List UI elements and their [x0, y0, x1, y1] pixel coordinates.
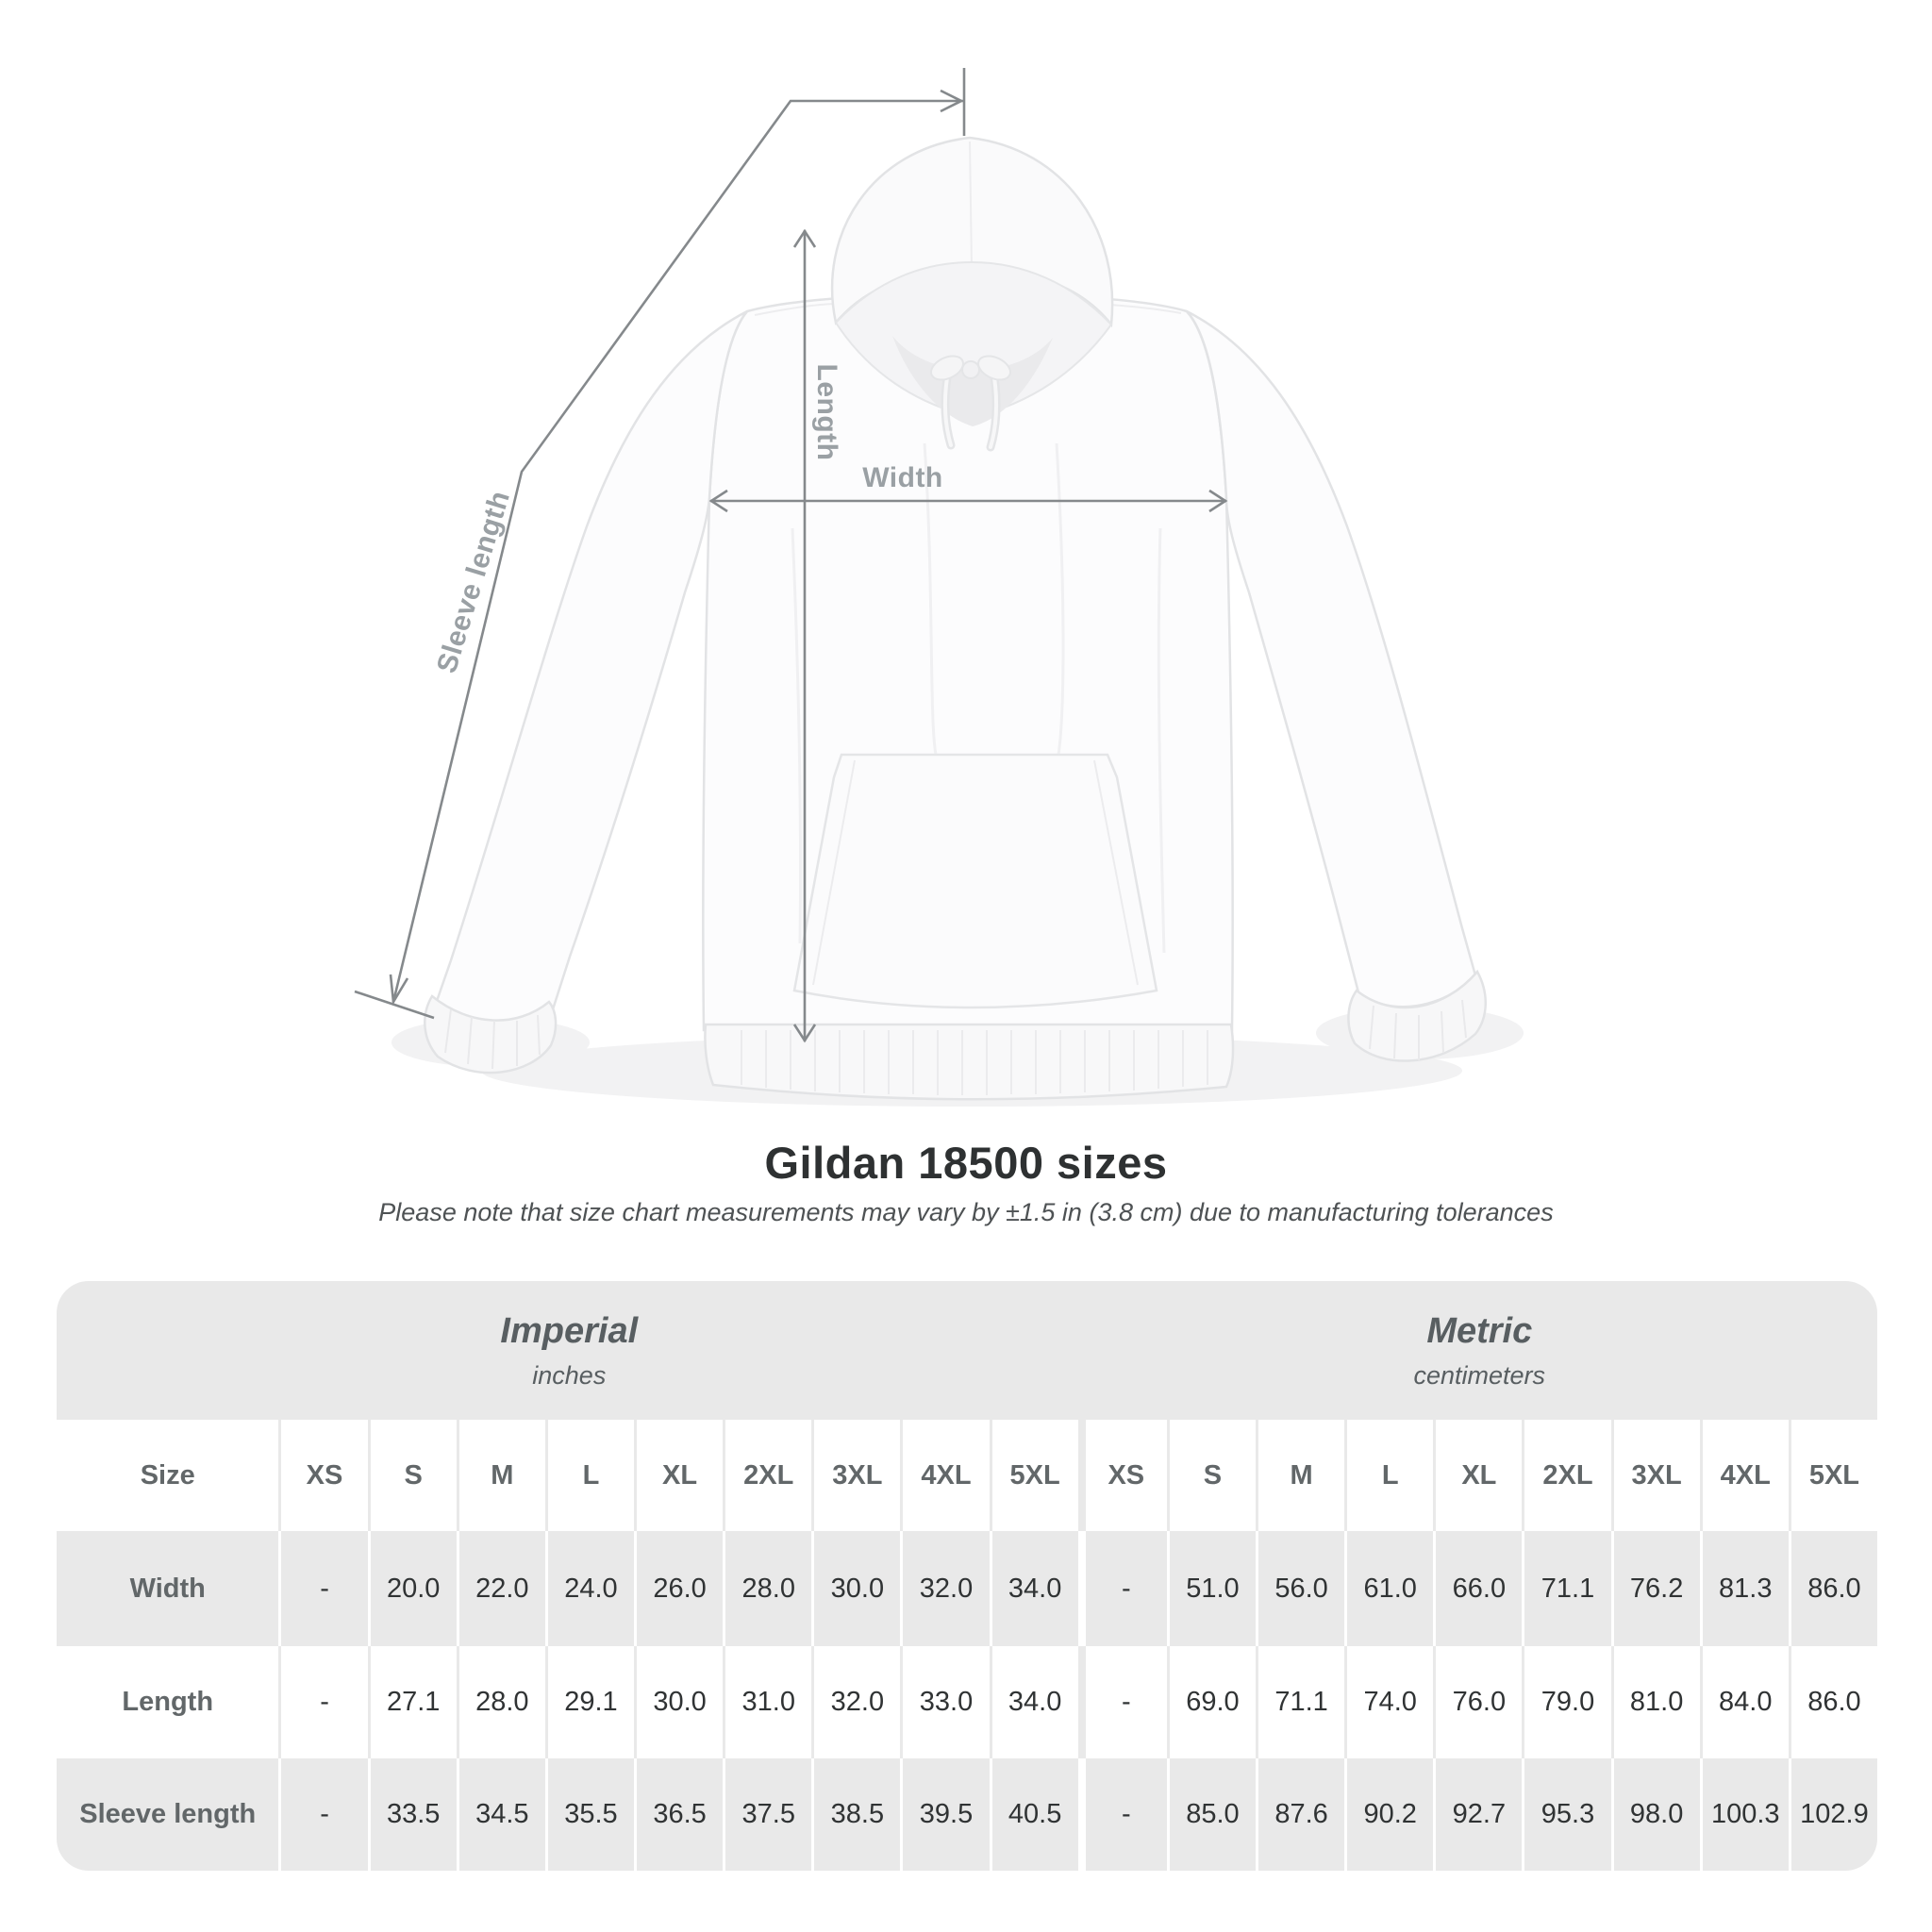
measurement-value-cell: 81.3 — [1700, 1531, 1789, 1646]
measurement-value-cell: 76.2 — [1611, 1531, 1700, 1646]
measurement-value-cell: 30.0 — [811, 1531, 900, 1646]
measurement-value-cell: 34.0 — [990, 1531, 1078, 1646]
unit-header-band — [57, 1281, 1877, 1420]
measurement-value-cell: 95.3 — [1522, 1758, 1610, 1871]
measurement-value-cell: 32.0 — [811, 1646, 900, 1758]
table-row-sleeve-length — [57, 1758, 1877, 1871]
measurement-value-cell: 28.0 — [457, 1646, 545, 1758]
measurement-value-cell: 32.0 — [900, 1531, 989, 1646]
measurement-value-cell: 39.5 — [900, 1758, 989, 1871]
measurement-value-cell: 34.5 — [457, 1758, 545, 1871]
table-row-width — [57, 1531, 1877, 1646]
size-column-label: S — [1167, 1420, 1256, 1531]
measurement-value-cell: 102.9 — [1789, 1758, 1877, 1871]
measurement-value-cell: 86.0 — [1789, 1646, 1877, 1758]
size-column-label: 3XL — [1611, 1420, 1700, 1531]
measurement-value-cell: 35.5 — [545, 1758, 634, 1871]
sleeve-length-label: Sleeve length — [431, 487, 517, 677]
measurement-value-cell: - — [1078, 1646, 1167, 1758]
size-column-label: XS — [278, 1420, 367, 1531]
unit-group-metric — [1082, 1281, 1877, 1420]
measurement-value-cell: 86.0 — [1789, 1531, 1877, 1646]
measurement-value-cell: 40.5 — [990, 1758, 1078, 1871]
measurement-value-cell: - — [278, 1531, 367, 1646]
measurement-value-cell: 38.5 — [811, 1758, 900, 1871]
measurement-value-cell: 90.2 — [1344, 1758, 1433, 1871]
row-label: Length — [122, 1687, 214, 1717]
unit-group-name: Metric — [1426, 1310, 1533, 1351]
measurement-value-cell: 36.5 — [634, 1758, 723, 1871]
size-column-label: L — [545, 1420, 634, 1531]
measurement-value-cell: 92.7 — [1433, 1758, 1522, 1871]
row-label: Sleeve length — [79, 1799, 257, 1829]
measurement-value-cell: 87.6 — [1256, 1758, 1344, 1871]
unit-group-name: Imperial — [500, 1310, 639, 1351]
size-column-label: L — [1344, 1420, 1433, 1531]
unit-group-unit: centimeters — [1413, 1360, 1546, 1390]
measurement-value-cell: 100.3 — [1700, 1758, 1789, 1871]
measurement-value-cell: 31.0 — [723, 1646, 811, 1758]
size-column-label: 2XL — [723, 1420, 811, 1531]
page-title: Gildan 18500 sizes — [764, 1138, 1168, 1188]
measurement-value-cell: 30.0 — [634, 1646, 723, 1758]
measurement-value-cell: 29.1 — [545, 1646, 634, 1758]
unit-group-imperial — [57, 1281, 1082, 1420]
measurement-value-cell: 24.0 — [545, 1531, 634, 1646]
size-column-header: Size — [140, 1459, 195, 1491]
measurement-value-cell: 51.0 — [1167, 1531, 1256, 1646]
size-column-label: 4XL — [900, 1420, 989, 1531]
measurement-value-cell: 37.5 — [723, 1758, 811, 1871]
measurement-value-cell: 84.0 — [1700, 1646, 1789, 1758]
measurement-value-cell: 76.0 — [1433, 1646, 1522, 1758]
size-column-label: XS — [1078, 1420, 1167, 1531]
table-row-length — [57, 1646, 1877, 1758]
measurement-value-cell: 69.0 — [1167, 1646, 1256, 1758]
size-column-label: XL — [1433, 1420, 1522, 1531]
measurement-value-cell: 28.0 — [723, 1531, 811, 1646]
size-column-label: M — [1256, 1420, 1344, 1531]
size-column-label: 4XL — [1700, 1420, 1789, 1531]
hoodie-hem — [705, 1024, 1233, 1099]
measurement-value-cell: 27.1 — [368, 1646, 457, 1758]
measurement-value-cell: 71.1 — [1256, 1646, 1344, 1758]
measurement-value-cell: 56.0 — [1256, 1531, 1344, 1646]
unit-group-unit: inches — [532, 1360, 607, 1390]
measurement-value-cell: 33.5 — [368, 1758, 457, 1871]
size-column-label: M — [457, 1420, 545, 1531]
size-column-label: 5XL — [990, 1420, 1078, 1531]
measurement-value-cell: 85.0 — [1167, 1758, 1256, 1871]
measurement-value-cell: - — [1078, 1531, 1167, 1646]
measurement-value-cell: - — [278, 1758, 367, 1871]
measurement-value-cell: 79.0 — [1522, 1646, 1610, 1758]
row-label: Width — [129, 1573, 206, 1604]
left-sleeve — [436, 311, 747, 1028]
length-label: Length — [811, 363, 842, 461]
size-column-label: 5XL — [1789, 1420, 1877, 1531]
measurement-value-cell: 22.0 — [457, 1531, 545, 1646]
page-subtitle: Please note that size chart measurements may vary by ±1.5 in (3.8 cm) due to manufacturing tolerances — [378, 1198, 1554, 1226]
measurement-value-cell: - — [278, 1646, 367, 1758]
measurement-value-cell: 98.0 — [1611, 1758, 1700, 1871]
size-table — [57, 1281, 1877, 1871]
measurement-value-cell: 34.0 — [990, 1646, 1078, 1758]
size-column-label: 2XL — [1522, 1420, 1610, 1531]
measurement-value-cell: 61.0 — [1344, 1531, 1433, 1646]
measurement-value-cell: 33.0 — [900, 1646, 989, 1758]
measurement-value-cell: 66.0 — [1433, 1531, 1522, 1646]
measurement-value-cell: - — [1078, 1758, 1167, 1871]
measurement-value-cell: 81.0 — [1611, 1646, 1700, 1758]
measurement-value-cell: 26.0 — [634, 1531, 723, 1646]
size-column-label: XL — [634, 1420, 723, 1531]
width-label: Width — [862, 462, 943, 493]
measurement-value-cell: 20.0 — [368, 1531, 457, 1646]
size-column-label: 3XL — [811, 1420, 900, 1531]
size-header-row — [57, 1420, 1877, 1531]
measurement-value-cell: 71.1 — [1522, 1531, 1610, 1646]
measurement-value-cell: 74.0 — [1344, 1646, 1433, 1758]
size-column-label: S — [368, 1420, 457, 1531]
